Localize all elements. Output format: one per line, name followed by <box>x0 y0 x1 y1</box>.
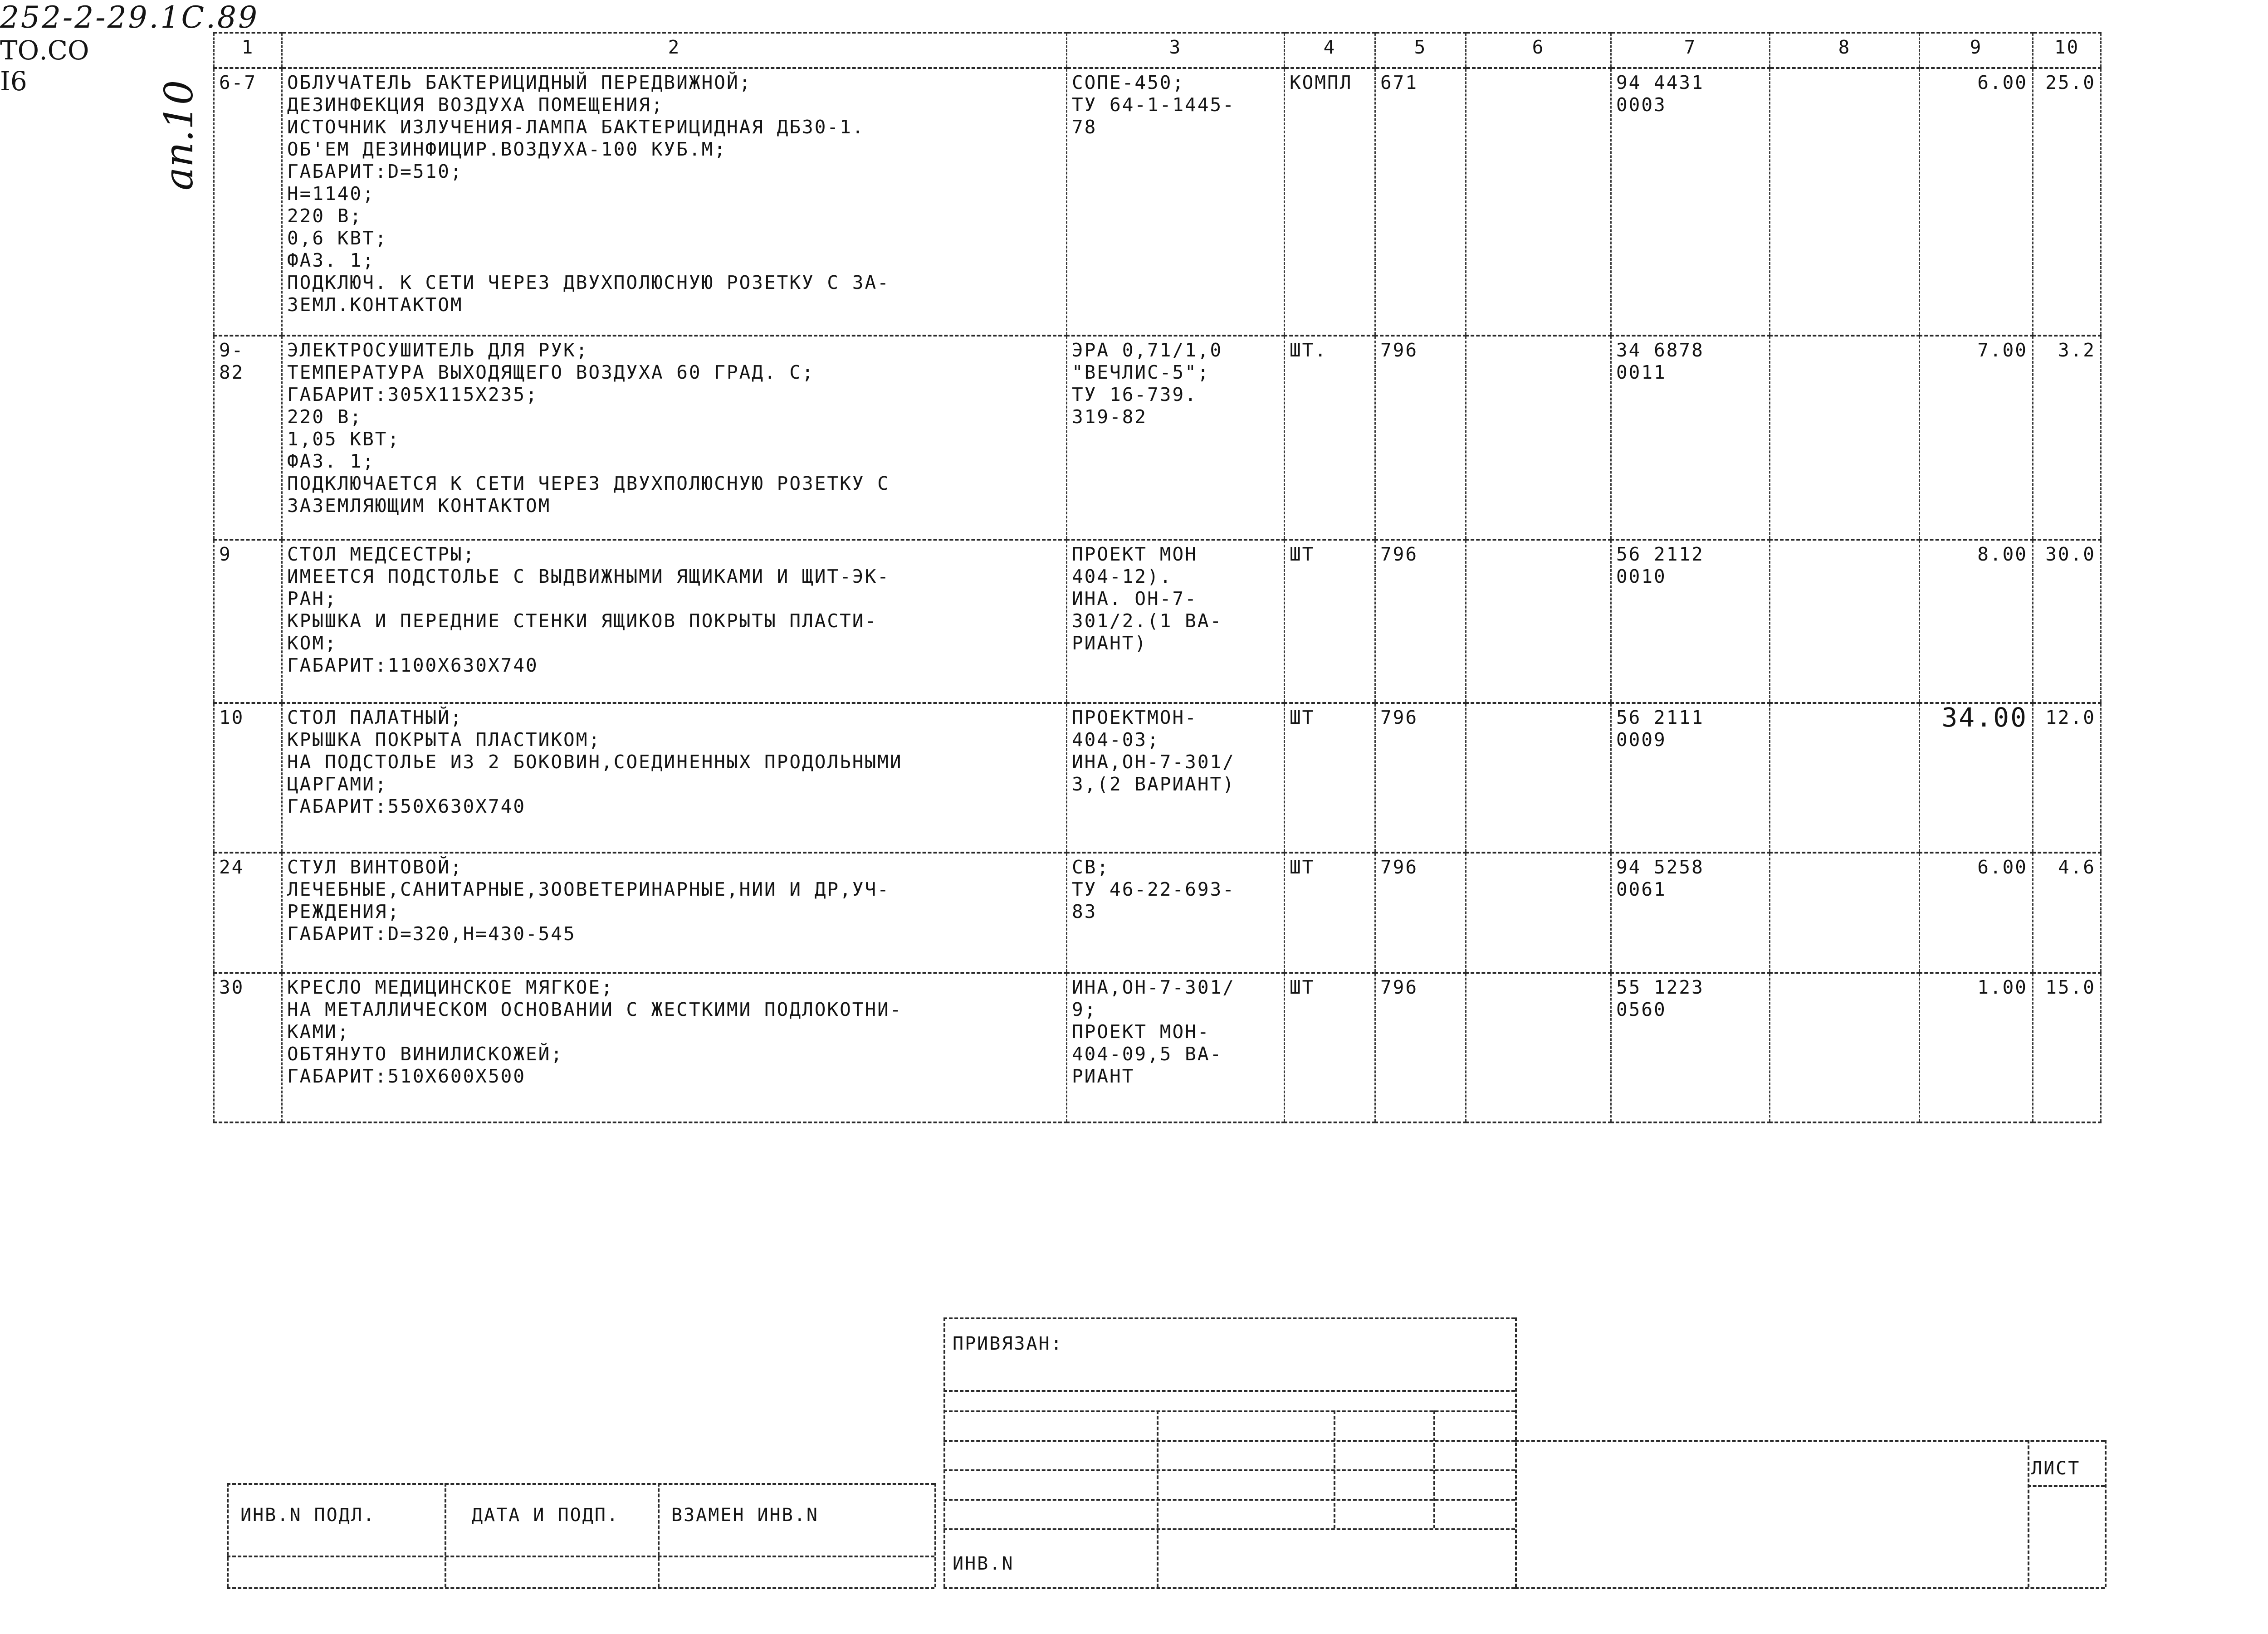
cell-standard: ПРОЕКТ МОН 404-12). ИНА. ОН-7- 301/2.(1 ВА- РИАНТ) <box>1067 540 1285 703</box>
table-row <box>214 336 2101 540</box>
cell-quantity: 1.00 <box>1920 973 2033 1122</box>
cell-code: 34 6878 0011 <box>1611 336 1770 540</box>
cell-col8 <box>1770 336 1920 540</box>
cell-code: 56 2111 0009 <box>1611 703 1770 853</box>
inv-podl-label: ИНВ.N ПОДЛ. <box>240 1505 376 1526</box>
cell-standard: СОПЕ-450; ТУ 64-1-1445- 78 <box>1067 68 1285 336</box>
cell-code: 56 2112 0010 <box>1611 540 1770 703</box>
cell-standard: ИНА,ОН-7-301/ 9; ПРОЕКТ МОН- 404-09,5 ВА- РИАНТ <box>1067 973 1285 1122</box>
cell-col6 <box>1466 973 1611 1122</box>
divider <box>227 1556 934 1557</box>
divider <box>2028 1485 2105 1487</box>
table-row <box>214 973 2101 1122</box>
cell-mass: 25.0 <box>2033 68 2101 336</box>
document-number: 252-2-29.1С.89 <box>0 0 259 35</box>
cell-standard: ЭРА 0,71/1,0 "ВЕЧЛИС-5"; ТУ 16-739. 319-82 <box>1067 336 1285 540</box>
divider <box>1515 1440 2105 1442</box>
column-header: 5 <box>1375 33 1466 68</box>
table-row <box>214 68 2101 336</box>
cell-mass: 4.6 <box>2033 853 2101 973</box>
cell-unit-code: 671 <box>1375 68 1466 336</box>
divider <box>2105 1440 2107 1587</box>
cell-mass: 15.0 <box>2033 973 2101 1122</box>
specification-table <box>213 32 2102 1123</box>
cell-position: 6-7 <box>214 68 282 336</box>
cell-code: 94 4431 0003 <box>1611 68 1770 336</box>
cell-col8 <box>1770 703 1920 853</box>
divider <box>445 1483 446 1587</box>
cell-description: КРЕСЛО МЕДИЦИНСКОЕ МЯГКОЕ; НА МЕТАЛЛИЧЕСКОМ ОСНОВАНИИ С ЖЕСТКИМИ ПОДЛОКОТНИ- КАМИ; ОБТЯНУТО ВИНИЛИСКОЖЕЙ; ГАБАРИТ:510Х600Х500 <box>282 973 1067 1122</box>
column-header: 4 <box>1285 33 1375 68</box>
cell-unit-code: 796 <box>1375 336 1466 540</box>
cell-mass: 12.0 <box>2033 703 2101 853</box>
divider <box>934 1483 936 1587</box>
column-header: 7 <box>1611 33 1770 68</box>
privyazan-label: ПРИВЯЗАН: <box>953 1333 1063 1354</box>
divider <box>1433 1410 1435 1528</box>
cell-description: СТУЛ ВИНТОВОЙ; ЛЕЧЕБНЫЕ,САНИТАРНЫЕ,ЗООВЕТЕРИНАРНЫЕ,НИИ И ДР,УЧ- РЕЖДЕНИЯ; ГАБАРИТ:D=320,H=430-545 <box>282 853 1067 973</box>
list-label: ЛИСТ <box>2031 1458 2081 1479</box>
cell-unit: ШТ <box>1285 540 1375 703</box>
column-header: 10 <box>2033 33 2101 68</box>
divider <box>943 1499 1515 1501</box>
document-code: ТО.СО <box>0 35 89 66</box>
table-row <box>214 853 2101 973</box>
cell-col8 <box>1770 540 1920 703</box>
cell-unit: ШТ <box>1285 703 1375 853</box>
cell-quantity: 8.00 <box>1920 540 2033 703</box>
table-row <box>214 703 2101 853</box>
divider <box>1515 1317 1517 1587</box>
cell-position: 10 <box>214 703 282 853</box>
cell-quantity: 7.00 <box>1920 336 2033 540</box>
cell-col8 <box>1770 68 1920 336</box>
divider <box>227 1587 934 1589</box>
margin-handwritten-note: ап.10 <box>156 80 202 190</box>
column-header: 3 <box>1067 33 1285 68</box>
cell-unit: ШТ. <box>1285 336 1375 540</box>
cell-standard: СВ; ТУ 46-22-693- 83 <box>1067 853 1285 973</box>
cell-code: 94 5258 0061 <box>1611 853 1770 973</box>
cell-unit: КОМПЛ <box>1285 68 1375 336</box>
list-number: I6 <box>0 66 27 97</box>
cell-quantity: 6.00 <box>1920 68 2033 336</box>
divider <box>943 1410 1515 1412</box>
table-row <box>214 540 2101 703</box>
cell-description: ОБЛУЧАТЕЛЬ БАКТЕРИЦИДНЫЙ ПЕРЕДВИЖНОЙ; ДЕЗИНФЕКЦИЯ ВОЗДУХА ПОМЕЩЕНИЯ; ИСТОЧНИК ИЗЛУЧЕНИЯ-ЛАМПА БАКТЕРИЦИДНАЯ ДБ30-1. ОБ'ЕМ ДЕЗИНФИЦИР.ВОЗДУХА-100 КУБ.М; ГАБАРИТ:D=510; H=1140; 220 В; 0,6 КВТ; ФАЗ. 1; ПОДКЛЮЧ. К СЕТИ ЧЕРЕЗ ДВУХПОЛЮСНУЮ РОЗЕТКУ С ЗА- ЗЕМЛ.КОНТАКТОМ <box>282 68 1067 336</box>
column-header: 1 <box>214 33 282 68</box>
cell-position: 9- 82 <box>214 336 282 540</box>
divider <box>943 1587 1515 1589</box>
column-header: 2 <box>282 33 1067 68</box>
cell-unit: ШТ <box>1285 853 1375 973</box>
divider <box>943 1317 945 1587</box>
cell-col6 <box>1466 336 1611 540</box>
cell-col8 <box>1770 853 1920 973</box>
table-header-row <box>214 33 2101 68</box>
divider <box>227 1483 934 1485</box>
cell-col6 <box>1466 540 1611 703</box>
cell-position: 30 <box>214 973 282 1122</box>
cell-unit-code: 796 <box>1375 853 1466 973</box>
vzamen-label: ВЗАМЕН ИНВ.N <box>671 1505 819 1526</box>
cell-description: СТОЛ ПАЛАТНЫЙ; КРЫШКА ПОКРЫТА ПЛАСТИКОМ; НА ПОДСТОЛЬЕ ИЗ 2 БОКОВИН,СОЕДИНЕННЫХ ПРОДОЛЬНЫМИ ЦАРГАМИ; ГАБАРИТ:550Х630Х740 <box>282 703 1067 853</box>
cell-unit-code: 796 <box>1375 540 1466 703</box>
divider <box>2028 1440 2029 1587</box>
cell-standard: ПРОЕКТМОН- 404-03; ИНА,ОН-7-301/ 3,(2 ВАРИАНТ) <box>1067 703 1285 853</box>
cell-unit-code: 796 <box>1375 703 1466 853</box>
column-header: 9 <box>1920 33 2033 68</box>
cell-description: СТОЛ МЕДСЕСТРЫ; ИМЕЕТСЯ ПОДСТОЛЬЕ С ВЫДВИЖНЫМИ ЯЩИКАМИ И ЩИТ-ЭК- РАН; КРЫШКА И ПЕРЕДНИЕ СТЕНКИ ЯЩИКОВ ПОКРЫТЫ ПЛАСТИ- КОМ; ГАБАРИТ:1100Х630Х740 <box>282 540 1067 703</box>
cell-position: 24 <box>214 853 282 973</box>
cell-col6 <box>1466 68 1611 336</box>
cell-position: 9 <box>214 540 282 703</box>
divider <box>227 1483 229 1587</box>
divider <box>943 1440 1515 1442</box>
cell-col8 <box>1770 973 1920 1122</box>
cell-col6 <box>1466 853 1611 973</box>
cell-description: ЭЛЕКТРОСУШИТЕЛЬ ДЛЯ РУК; ТЕМПЕРАТУРА ВЫХОДЯЩЕГО ВОЗДУХА 60 ГРАД. С; ГАБАРИТ:305Х115Х235; 220 В; 1,05 КВТ; ФАЗ. 1; ПОДКЛЮЧАЕТСЯ К СЕТИ ЧЕРЕЗ ДВУХПОЛЮСНУЮ РОЗЕТКУ С ЗАЗЕМЛЯЮЩИМ КОНТАКТОМ <box>282 336 1067 540</box>
cell-col6 <box>1466 703 1611 853</box>
cell-code: 55 1223 0560 <box>1611 973 1770 1122</box>
divider <box>658 1483 660 1587</box>
divider <box>1157 1410 1158 1587</box>
cell-mass: 30.0 <box>2033 540 2101 703</box>
cell-quantity: 6.00 <box>1920 853 2033 973</box>
cell-mass: 3.2 <box>2033 336 2101 540</box>
divider <box>943 1390 1515 1392</box>
divider <box>943 1317 1515 1319</box>
data-podp-label: ДАТА И ПОДП. <box>472 1505 619 1526</box>
cell-quantity: 34.00 <box>1920 703 2033 853</box>
cell-unit: ШТ <box>1285 973 1375 1122</box>
column-header: 6 <box>1466 33 1611 68</box>
divider <box>943 1528 1515 1530</box>
cell-unit-code: 796 <box>1375 973 1466 1122</box>
divider <box>943 1469 1515 1471</box>
divider <box>1515 1587 2105 1589</box>
inv-n-label: ИНВ.N <box>953 1553 1014 1574</box>
column-header: 8 <box>1770 33 1920 68</box>
divider <box>1334 1410 1335 1528</box>
